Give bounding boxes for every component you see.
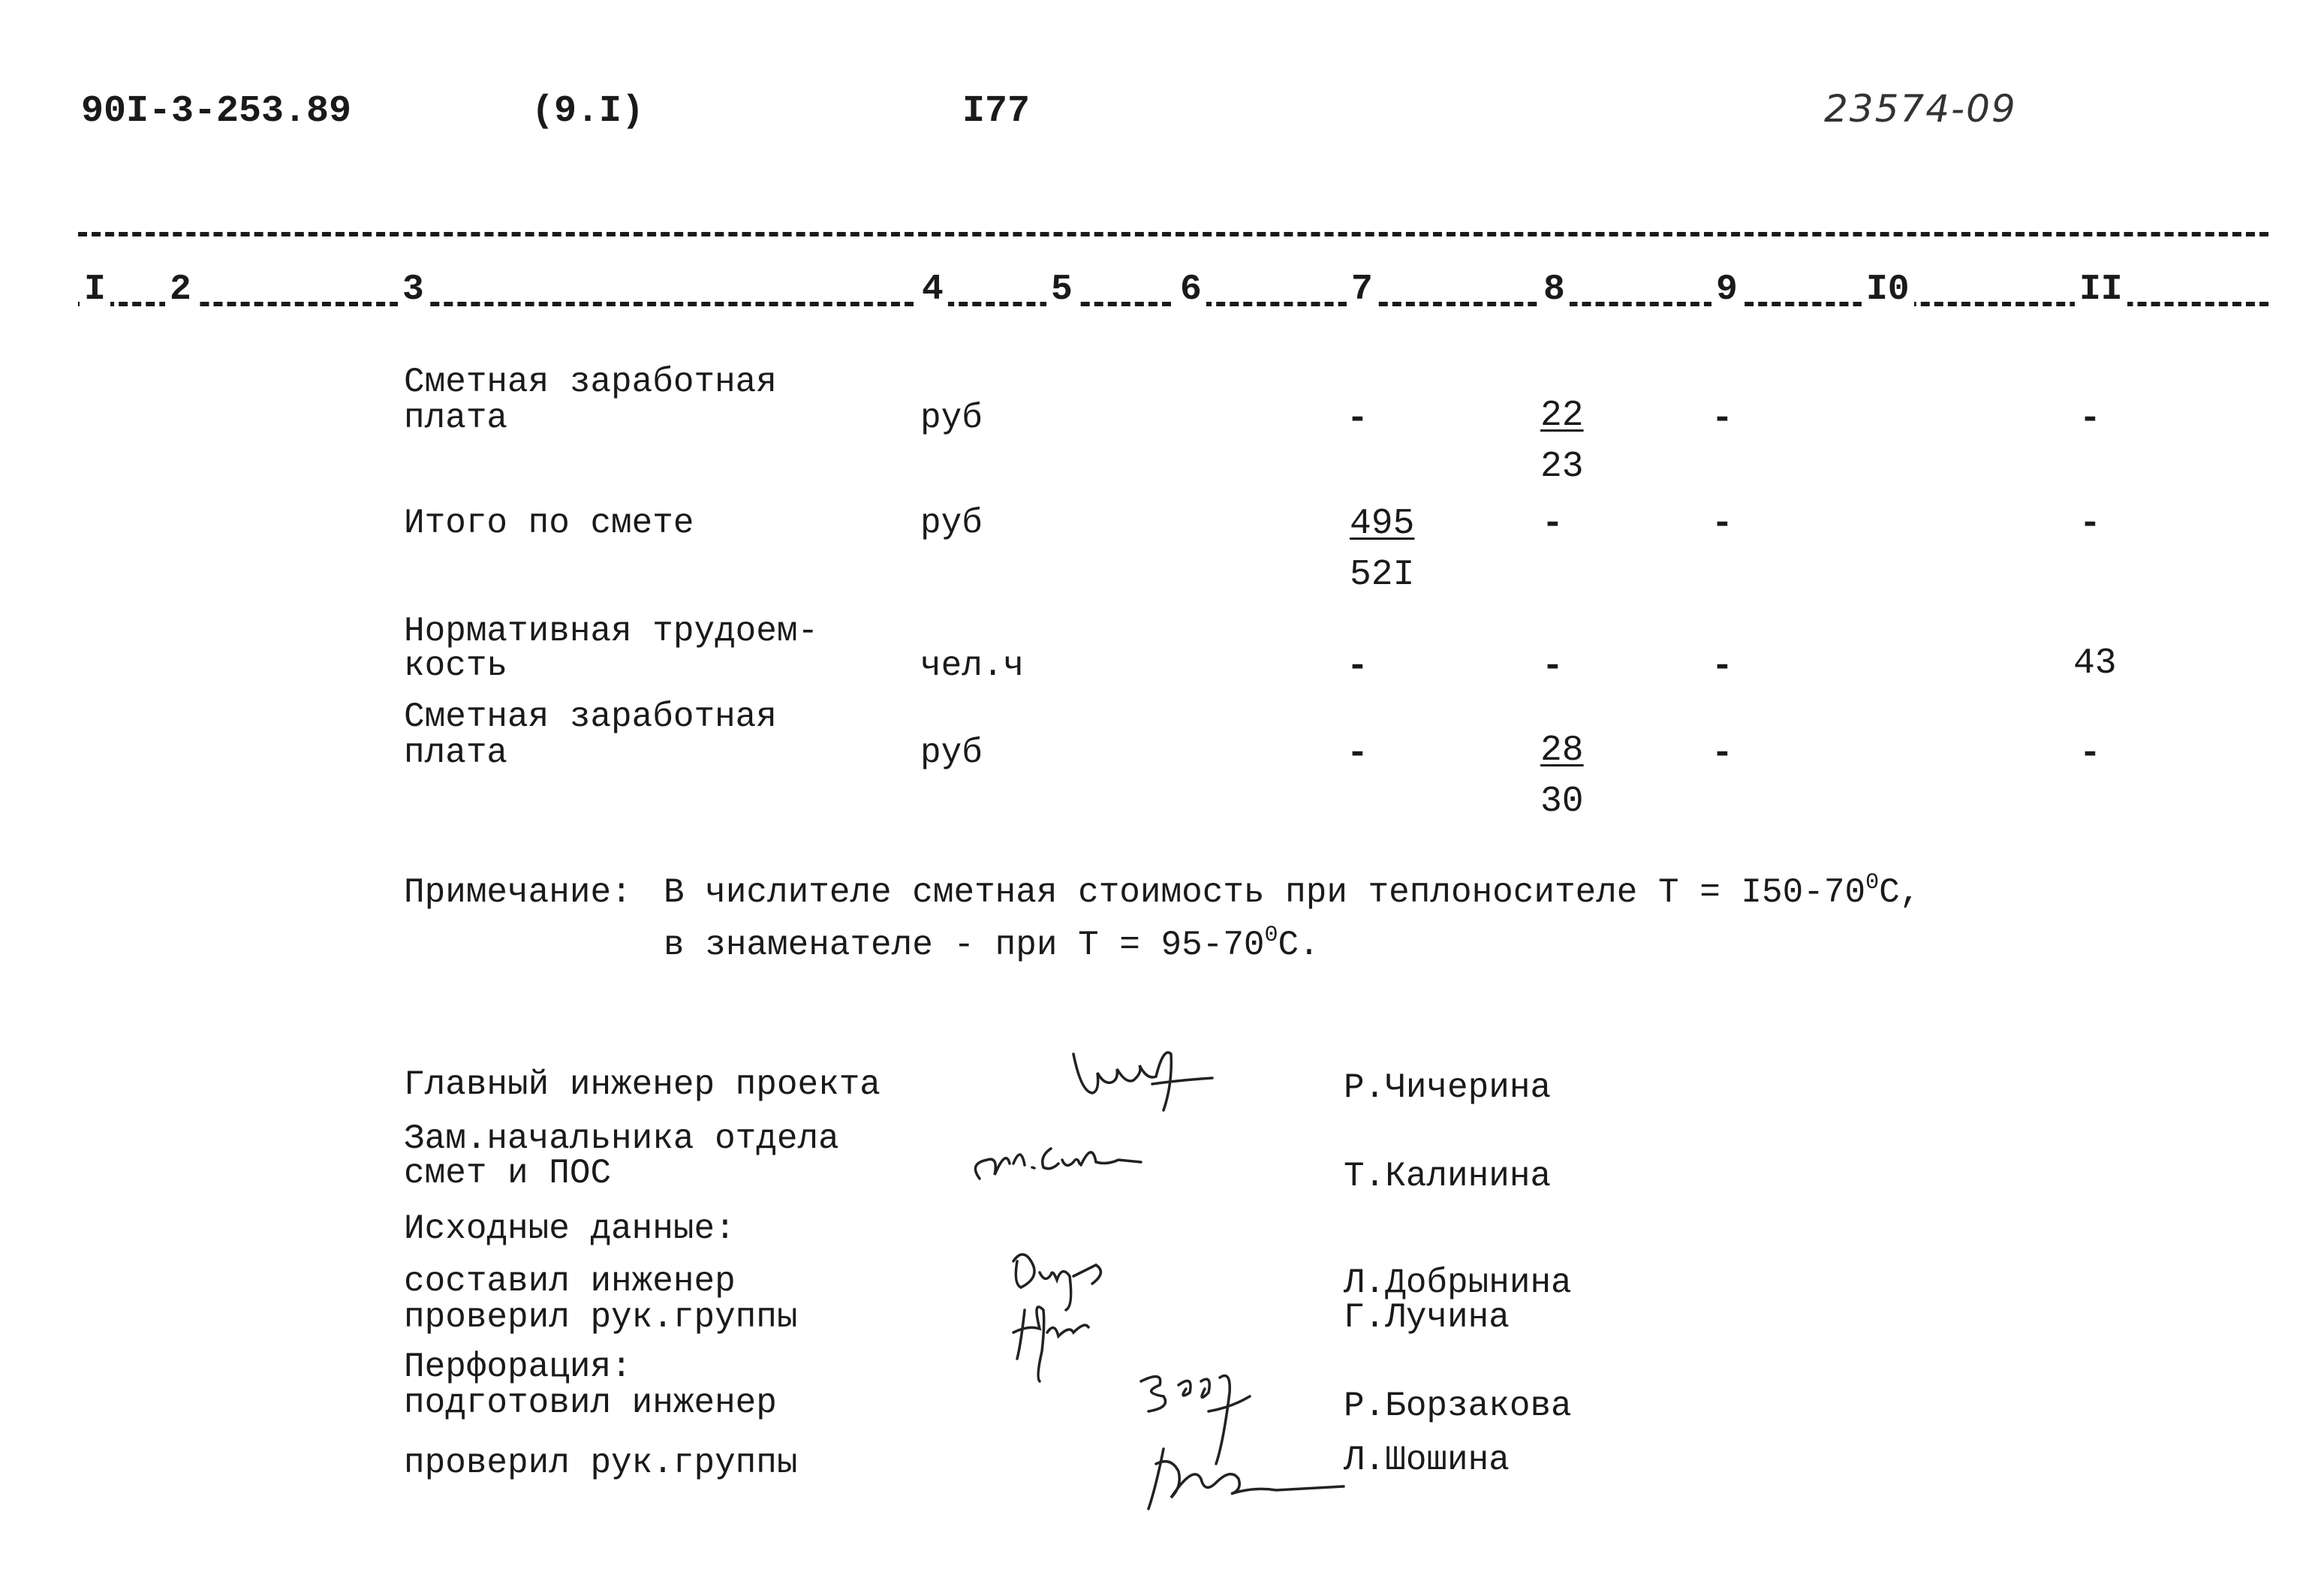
section-number: (9.I) (531, 90, 645, 133)
role-perforation: Перфорация: (404, 1348, 632, 1387)
column-header-10: I0 (1862, 272, 1914, 308)
row-name-line2: плата (404, 399, 508, 438)
column-header-6: 6 (1176, 272, 1206, 308)
note-line2: в знаменателе - при $Т = 95-70^0С$. (664, 923, 1320, 965)
role-checked-group-head: проверил рук.группы (404, 1298, 798, 1337)
row-col8: - (1542, 504, 1564, 544)
row-unit: руб (920, 504, 983, 543)
role-prepared-engineer: подготовил инженер (404, 1384, 777, 1423)
row-col8-numerator: 22 (1540, 396, 1584, 436)
column-header-4: 4 (917, 272, 948, 308)
note-label: Примечание: (404, 873, 632, 912)
row-col8-denominator: 30 (1540, 781, 1584, 822)
name-luchina: Г.Лучина (1344, 1298, 1510, 1337)
name-borzakova: Р.Борзакова (1344, 1387, 1572, 1426)
row-col11: - (2079, 733, 2101, 774)
row-col9: - (1711, 399, 1733, 439)
row-col9: - (1711, 646, 1733, 687)
row-col11: - (2079, 399, 2101, 439)
signature-chicherina (1058, 1039, 1224, 1122)
row-name-line2: плата (404, 733, 508, 772)
role-deputy-head-dept: смет и ПОС (404, 1154, 612, 1193)
column-header-9: 9 (1711, 272, 1742, 308)
role-checked-group-head-2: проверил рук.группы (404, 1444, 798, 1483)
name-shoshina: Л.Шошина (1344, 1441, 1510, 1480)
row-col7: - (1347, 733, 1368, 774)
row-col7-numerator: 495 (1350, 504, 1415, 544)
row-col7: - (1347, 399, 1368, 439)
role-chief-engineer: Главный инженер проекта (404, 1065, 881, 1104)
stamp-number: 23574-09 (1824, 87, 2017, 131)
row-col8-denominator: 23 (1540, 447, 1584, 487)
row-col7: - (1347, 646, 1368, 687)
row-col9: - (1711, 733, 1733, 774)
name-chicherina: Р.Чичерина (1344, 1068, 1552, 1107)
name-kalinina: Т.Калинина (1344, 1157, 1552, 1196)
column-header-3: 3 (398, 272, 429, 308)
row-name-line1: Сметная заработная (404, 363, 777, 402)
column-header-2: 2 (165, 272, 196, 308)
note-line1: В числителе сметная стоимость при теплоносителе $Т = I50-70^0С$, (664, 870, 1921, 912)
role-compiled-engineer: составил инженер (404, 1262, 736, 1301)
row-name-line2: кость (404, 646, 508, 685)
row-col8-numerator: 28 (1540, 730, 1584, 771)
row-name-line1: Итого по смете (404, 504, 694, 543)
column-header-8: 8 (1539, 272, 1570, 308)
row-col9: - (1711, 504, 1733, 544)
row-col7-denominator: 52I (1350, 555, 1415, 595)
column-header-1: I (80, 272, 110, 308)
row-name-line1: Нормативная трудоем- (404, 612, 819, 651)
role-source-data: Исходные данные: (404, 1209, 736, 1248)
name-dobrynina: Л.Добрынина (1344, 1263, 1572, 1302)
row-unit: руб (920, 733, 983, 772)
column-header-7: 7 (1347, 272, 1377, 308)
top-dashed-rule (78, 232, 2268, 236)
signature-borzakova-shoshina (1126, 1351, 1351, 1524)
column-header-11: II (2075, 272, 2127, 308)
row-unit: руб (920, 399, 983, 438)
document-code: 90I-3-253.89 (81, 90, 352, 133)
page-number: I77 (962, 90, 1031, 133)
row-name-line1: Сметная заработная (404, 697, 777, 736)
column-header-5: 5 (1046, 272, 1077, 308)
row-col8: - (1542, 646, 1564, 687)
role-deputy-head: Зам.начальника отдела (404, 1119, 839, 1158)
row-col11: 43 (2073, 643, 2117, 684)
row-col11: - (2079, 504, 2101, 544)
signature-kalinina (968, 1119, 1164, 1194)
row-unit: чел.ч (920, 646, 1025, 685)
